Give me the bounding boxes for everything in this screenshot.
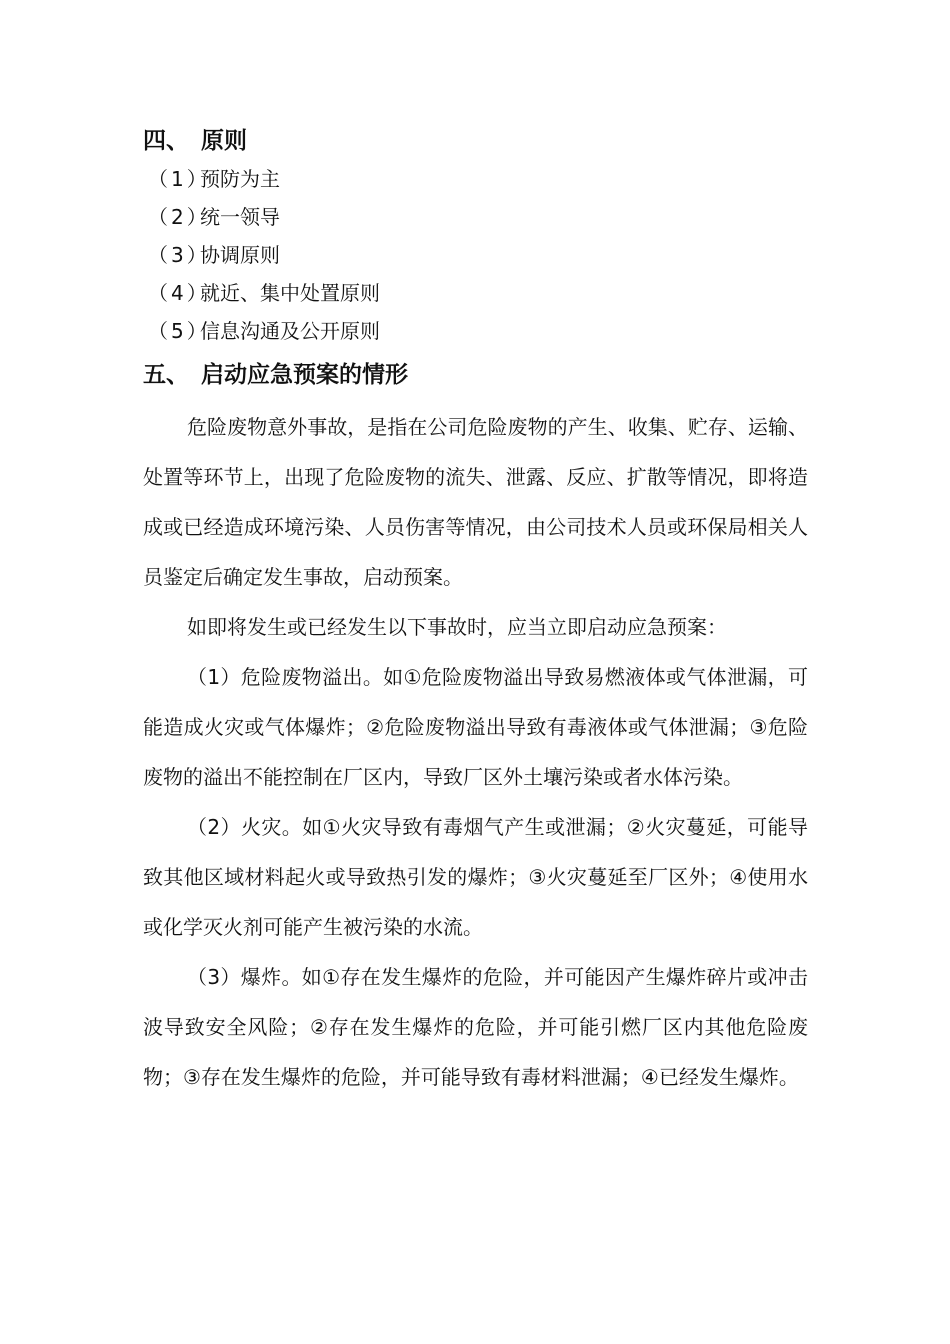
list-item: [143, 312, 808, 350]
paragraph-definition: 危险废物意外事故，是指在公司危险废物的产生、收集、贮存、运输、处置等环节上，出现了危险废物的流失、泄露、反应、扩散等情况，即将造成或已经造成环境污染、人员伤害等情况，由公司技术人员或环保局相关人员鉴定后确定发生事故，启动预案。: [143, 415, 808, 589]
paragraph-intro: 如即将发生或已经发生以下事故时，应当立即启动应急预案：: [187, 615, 727, 639]
list-item-text: 统一领导: [200, 205, 280, 229]
principles-list: [143, 160, 808, 350]
paragraph-fire: （2）火灾。如①火灾导致有毒烟气产生或泄漏；②火灾蔓延，可能导致其他区域材料起火或导致热引发的爆炸；③火灾蔓延至厂区外；④使用水或化学灭火剂可能产生被污染的水流。: [143, 815, 808, 939]
list-item: [143, 236, 808, 274]
list-item-mark: （5）: [148, 319, 210, 343]
list-item-mark: （2）: [148, 205, 210, 229]
section-4-number: 四、: [143, 128, 189, 154]
list-item: [143, 198, 808, 236]
section-4-heading: [143, 122, 808, 160]
section-5-title: 启动应急预案的情形: [201, 362, 408, 388]
list-item-mark: （4）: [148, 281, 210, 305]
list-item: [143, 160, 808, 198]
list-item-mark: （3）: [148, 243, 210, 267]
list-item-mark: （1）: [148, 167, 210, 191]
section-5-heading: [143, 356, 808, 394]
paragraph-spill: （1）危险废物溢出。如①危险废物溢出导致易燃液体或气体泄漏，可能造成火灾或气体爆炸；②危险废物溢出导致有毒液体或气体泄漏；③危险废物的溢出不能控制在厂区内，导致厂区外土壤污染或者水体污染。: [143, 665, 808, 789]
list-item-text: 就近、集中处置原则: [200, 281, 380, 305]
section-5-number: 五、: [143, 362, 189, 388]
paragraph-explosion: （3）爆炸。如①存在发生爆炸的危险，并可能因产生爆炸碎片或冲击波导致安全风险；②存在发生爆炸的危险，并可能引燃厂区内其他危险废物；③存在发生爆炸的危险，并可能导致有毒材料泄漏；④已经发生爆炸。: [143, 965, 808, 1089]
section-4-title: 原则: [201, 128, 247, 154]
list-item: [143, 274, 808, 312]
list-item-text: 预防为主: [200, 167, 280, 191]
list-item-text: 协调原则: [200, 243, 280, 267]
document-page: [143, 122, 808, 1102]
list-item-text: 信息沟通及公开原则: [200, 319, 380, 343]
